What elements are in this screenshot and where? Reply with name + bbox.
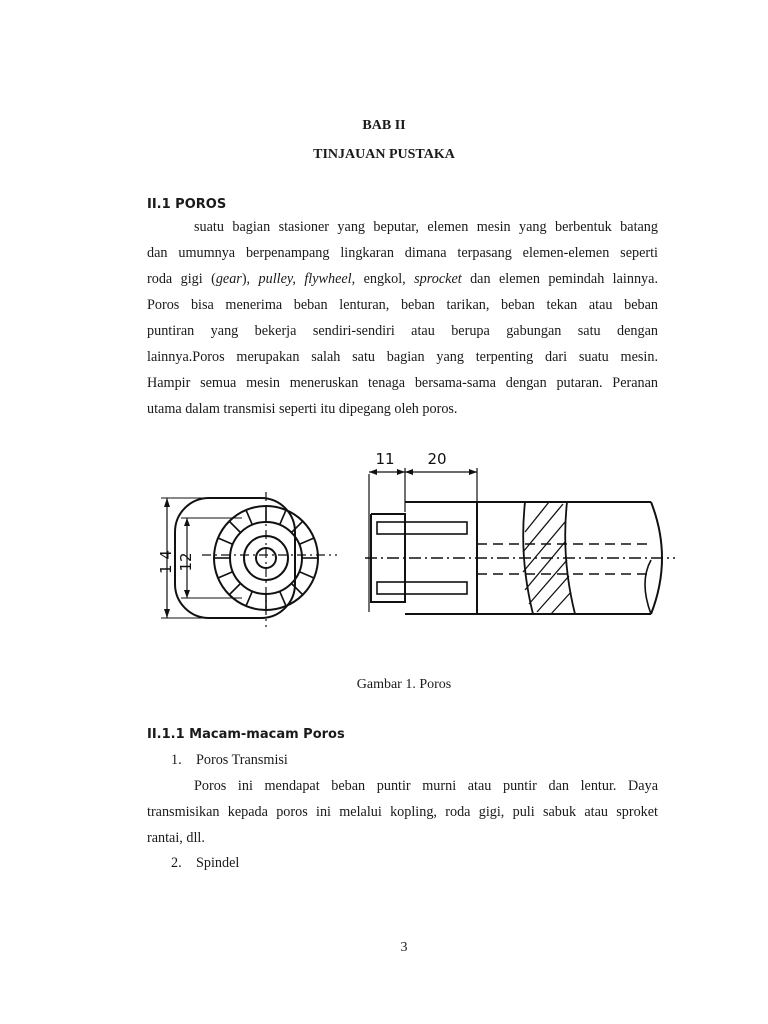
paragraph-line	[147, 266, 658, 292]
shaft-drawing	[147, 422, 675, 644]
text-run: dan elemen pemindah lainnya.	[461, 271, 658, 287]
paragraph-line: transmisikan kepada poros ini melalui kopling, roda gigi, puli sabuk atau sproket	[147, 804, 658, 820]
italic-term-sprocket: sprocket	[414, 271, 462, 287]
page-number: 3	[400, 940, 408, 955]
list-number: 1.	[171, 752, 182, 768]
paragraph-line: suatu bagian stasioner yang beputar, elemen mesin yang berbentuk batang	[194, 219, 658, 235]
list-item-title: Poros Transmisi	[196, 752, 288, 768]
subsection-heading: II.1.1 Macam-macam Poros	[147, 727, 345, 742]
dimension-label-inner: 12	[177, 552, 195, 572]
shaft-figure	[147, 422, 675, 644]
italic-term-pulley: pulley, flywheel	[258, 271, 352, 287]
spline-groove	[377, 582, 467, 594]
dimension-label-outer: 1 4	[157, 550, 175, 574]
list-item-title: Spindel	[196, 855, 240, 871]
list-item	[171, 855, 239, 872]
section-heading: II.1 POROS	[147, 197, 227, 212]
dimension-label-20: 20	[427, 450, 447, 468]
paragraph-line: puntiran yang bekerja sendiri-sendiri atau berupa gabungan satu dengan	[147, 323, 658, 339]
chapter-number: BAB II	[362, 118, 406, 133]
spline-groove	[377, 522, 467, 534]
list-number: 2.	[171, 855, 182, 871]
italic-term-gear: gear	[215, 271, 242, 287]
text-run: ),	[241, 271, 259, 287]
paragraph-line: Poros bisa menerima beban lenturan, beban tarikan, beban tekan atau beban	[147, 297, 658, 313]
paragraph-line: rantai, dll.	[147, 830, 205, 846]
text-run: roda gigi (	[147, 271, 216, 287]
figure-caption: Gambar 1. Poros	[356, 677, 452, 692]
paragraph-line: Hampir semua mesin meneruskan tenaga bersama-sama dengan putaran. Peranan	[147, 375, 658, 391]
dimension-label-11: 11	[375, 450, 395, 468]
text-run: , engkol,	[351, 271, 415, 287]
paragraph-line: lainnya.Poros merupakan salah satu bagian yang terpenting dari suatu mesin.	[147, 349, 658, 365]
chapter-title: TINJAUAN PUSTAKA	[313, 147, 455, 162]
paragraph-line: Poros ini mendapat beban puntir murni atau puntir dan lentur. Daya	[194, 778, 658, 794]
paragraph-line: dan umumnya berpenampang lingkaran dimana terpasang elemen-elemen seperti	[147, 245, 658, 261]
list-item	[171, 752, 288, 769]
paragraph-line: utama dalam transmisi seperti itu dipegang oleh poros.	[147, 401, 458, 417]
